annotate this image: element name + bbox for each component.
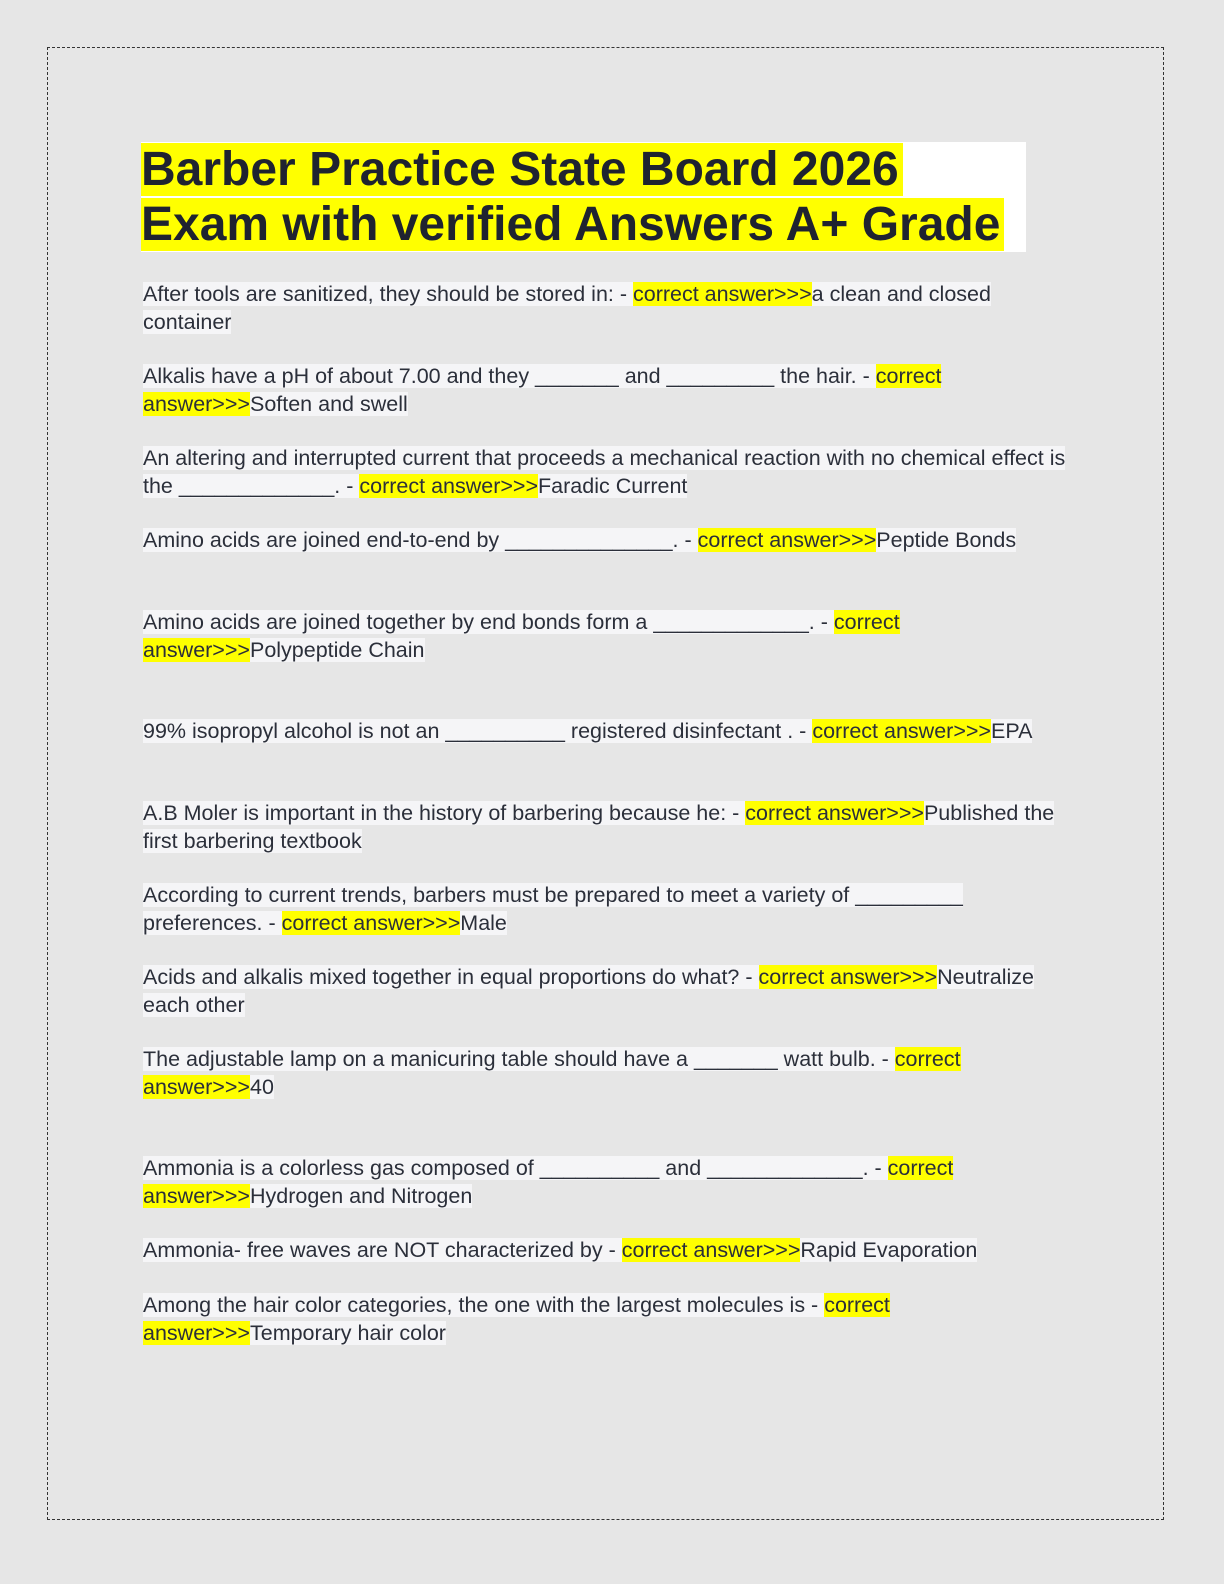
answer-marker: correct answer>>> — [633, 282, 812, 306]
qa-item — [143, 800, 1073, 855]
question-text: Amino acids are joined end-to-end by ______________. - — [143, 528, 698, 552]
answer-text: 40 — [249, 1074, 274, 1099]
qa-item — [143, 964, 1073, 1019]
question-text: A.B Moler is important in the history of barbering because he: - — [143, 801, 746, 825]
answer-marker: correct answer>>> — [281, 910, 461, 935]
answer-text: Hydrogen and Nitrogen — [249, 1183, 473, 1208]
qa-item — [143, 1155, 1073, 1210]
answer-marker: correct answer>>> — [758, 965, 938, 989]
answer-text: Temporary hair color — [249, 1320, 446, 1345]
question-text: The adjustable lamp on a manicuring table should have a _______ watt bulb. - — [143, 1047, 895, 1071]
qa-item — [143, 281, 1073, 336]
answer-text: Faradic Current — [538, 473, 688, 498]
answer-marker: correct answer>>> — [812, 719, 991, 743]
qa-item — [143, 1046, 1073, 1101]
question-text: Acids and alkalis mixed together in equal proportions do what? - — [143, 965, 759, 989]
answer-text: Soften and swell — [249, 391, 408, 416]
question-text: Ammonia- free waves are NOT characterized by - — [143, 1238, 622, 1262]
answer-text: Rapid Evaporation — [800, 1238, 978, 1262]
answer-text: Male — [460, 910, 507, 935]
answer-text: EPA — [990, 719, 1033, 743]
answer-text: a clean and closed container — [143, 282, 991, 334]
answer-marker: correct answer>>> — [697, 528, 877, 552]
question-text: According to current trends, barbers must be prepared to meet a variety of _________ preferences. - — [143, 883, 963, 935]
question-text: An altering and interrupted current that proceeds a mechanical reaction with no chemical effect is the _____________. - — [143, 446, 1066, 498]
answer-marker: correct answer>>> — [143, 1156, 954, 1208]
answer-marker: correct answer>>> — [143, 364, 942, 416]
qa-item — [143, 527, 1073, 555]
answer-marker: correct answer>>> — [143, 610, 900, 662]
qa-item — [143, 609, 1073, 664]
answer-text: Published the first barbering textbook — [143, 801, 1055, 853]
answer-marker: correct answer>>> — [143, 1293, 890, 1345]
document-title — [141, 142, 1026, 252]
qa-item — [143, 363, 1073, 418]
answer-text: Peptide Bonds — [876, 528, 1017, 552]
question-text: Among the hair color categories, the one with the largest molecules is - — [143, 1293, 825, 1317]
answer-text: Neutralize each other — [143, 965, 1034, 1017]
qa-item — [143, 445, 1073, 500]
question-text: 99% isopropyl alcohol is not an __________ registered disinfectant . - — [143, 719, 813, 743]
qa-item — [143, 882, 1073, 937]
answer-marker: correct answer>>> — [143, 1047, 961, 1099]
qa-item — [143, 1237, 1073, 1265]
question-text: Amino acids are joined together by end bonds form a _____________. - — [143, 610, 834, 634]
qa-item — [143, 1292, 1073, 1347]
title-line-2: Exam with verified Answers A+ Grade — [141, 197, 1026, 252]
question-text: After tools are sanitized, they should be stored in: - — [143, 282, 633, 306]
answer-marker: correct answer>>> — [745, 801, 924, 825]
title-line-1: Barber Practice State Board 2026 — [141, 142, 1026, 197]
question-text: Ammonia is a colorless gas composed of __________ and _____________. - — [143, 1156, 888, 1180]
question-text: Alkalis have a pH of about 7.00 and they _______ and _________ the hair. - — [143, 364, 876, 388]
answer-marker: correct answer>>> — [621, 1238, 801, 1262]
answer-marker: correct answer>>> — [359, 473, 539, 498]
answer-text: Polypeptide Chain — [249, 637, 425, 662]
qa-item — [143, 718, 1073, 746]
